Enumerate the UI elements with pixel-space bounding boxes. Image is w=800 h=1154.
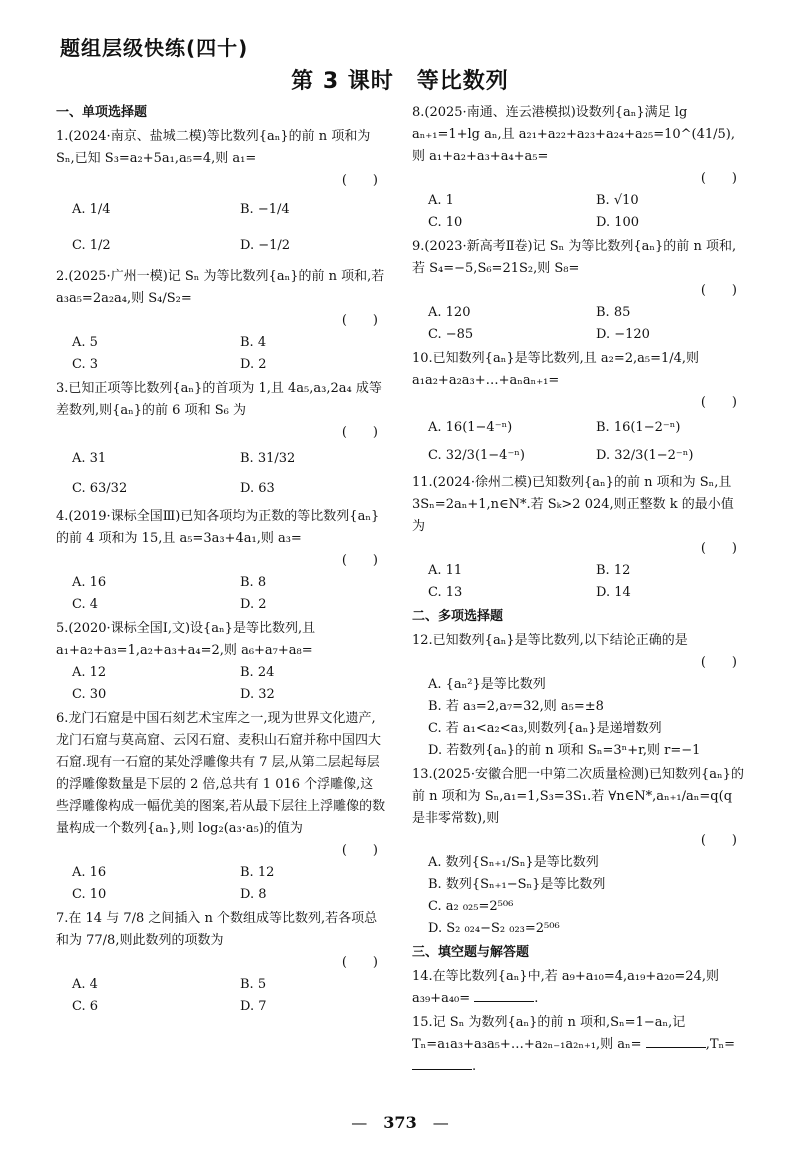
question-text: 3.已知正项等比数列{aₙ}的首项为 1,且 4a₅,a₃,2a₄ 成等差数列,则{aₙ}的前 6 项和 S₆ 为	[56, 381, 382, 418]
question-text: 4.(2019·课标全国Ⅲ)已知各项均为正数的等比数列{aₙ}的前 4 项和为 15,且 a₅=3a₃+4a₁,则 a₃=	[56, 509, 380, 546]
page-header-title: 题组层级快练(四十)	[60, 36, 249, 60]
question-7	[56, 908, 386, 1018]
options	[412, 560, 745, 604]
option-b: B. 16(1−2⁻ⁿ)	[596, 420, 681, 435]
option-b: B. 12	[596, 563, 631, 578]
option-b: B. 85	[596, 305, 631, 320]
question-6	[56, 708, 386, 906]
question-text: 13.(2025·安徽合肥一中第二次质量检测)已知数列{aₙ}的前 n 项和为 Sₙ,a₁=1,S₃=3S₁.若 ∀n∈N*,aₙ₊₁/aₙ=q(q 是非零常数),则	[412, 767, 744, 826]
option-d: D. 8	[240, 887, 267, 902]
question-8	[412, 102, 745, 234]
option-b: B. −1/4	[240, 202, 290, 217]
option-d: D. 63	[240, 481, 275, 496]
option-a: A. 4	[72, 977, 98, 992]
option-d: D. −120	[596, 327, 650, 342]
option-a: A. 1/4	[72, 202, 111, 217]
section-heading-fill-in: 三、填空题与解答题	[412, 945, 530, 960]
option-c: C. 13	[428, 585, 463, 600]
question-text: 7.在 14 与 7/8 之间插入 n 个数组成等比数列,若各项总和为 77/8,则此数列的项数为	[56, 911, 378, 948]
answer-paren: ( )	[700, 283, 737, 298]
question-text: 14.在等比数列{aₙ}中,若 a₉+a₁₀=4,a₁₉+a₂₀=24,则 a₃₉+a₄₀=	[412, 969, 719, 1006]
option-a: A. {aₙ²}是等比数列	[428, 677, 546, 692]
option-a: A. 120	[428, 305, 471, 320]
answer-paren: ( )	[700, 171, 737, 186]
option-d: D. 2	[240, 597, 267, 612]
answer-blank[interactable]	[474, 1001, 534, 1002]
options	[56, 662, 386, 706]
options	[56, 332, 386, 376]
section-heading-single-choice: 一、单项选择题	[56, 105, 148, 120]
question-text: 12.已知数列{aₙ}是等比数列,以下结论正确的是	[412, 633, 688, 648]
question-text: 10.已知数列{aₙ}是等比数列,且 a₂=2,a₅=1/4,则 a₁a₂+a₂a₃+…+aₙaₙ₊₁=	[412, 351, 700, 388]
answer-paren: ( )	[700, 833, 737, 848]
option-d: D. 14	[596, 585, 631, 600]
option-c: C. 若 a₁<a₂<a₃,则数列{aₙ}是递增数列	[428, 721, 662, 736]
options	[56, 444, 386, 504]
option-b: B. 8	[240, 575, 267, 590]
options	[56, 192, 386, 264]
option-c: C. a₂ ₀₂₅=2⁵⁰⁶	[428, 899, 514, 914]
question-1	[56, 126, 386, 264]
dash-right: —	[416, 1113, 449, 1132]
page-number-value: 373	[383, 1113, 417, 1132]
option-a: A. 数列{Sₙ₊₁/Sₙ}是等比数列	[428, 855, 599, 870]
question-text: 5.(2020·课标全国Ⅰ,文)设{aₙ}是等比数列,且 a₁+a₂+a₃=1,a₂+a₃+a₄=2,则 a₆+a₇+a₈=	[56, 621, 316, 658]
option-c: C. 10	[72, 887, 107, 902]
question-text: 6.龙门石窟是中国石刻艺术宝库之一,现为世界文化遗产,龙门石窟与莫高窟、云冈石窟、麦积山石窟并称中国四大石窟.现有一石窟的某处浮雕像共有 7 层,从第二层起每层的浮雕像数量是下层的 2 倍,总共有 1 016 个浮雕像,这些浮雕像构成一幅优美的图案,若从最下层往上浮雕像的数量构成一个数列{aₙ},则 log₂(a₃·a₅)的值为	[56, 711, 386, 836]
option-c: C. 6	[72, 999, 99, 1014]
option-b: B. √10	[596, 193, 639, 208]
option-c: C. 32/3(1−4⁻ⁿ)	[428, 448, 526, 463]
answer-paren: ( )	[700, 541, 737, 556]
answer-blank-tn[interactable]	[412, 1069, 472, 1070]
answer-paren: ( )	[341, 425, 378, 440]
right-column	[412, 100, 745, 1078]
answer-blank-an[interactable]	[646, 1047, 706, 1048]
option-d: D. S₂ ₀₂₄−S₂ ₀₂₃=2⁵⁰⁶	[428, 921, 560, 936]
option-d: D. 若数列{aₙ}的前 n 项和 Sₙ=3ⁿ+r,则 r=−1	[428, 743, 701, 758]
dash-left: —	[351, 1113, 384, 1132]
option-a: A. 11	[428, 563, 463, 578]
option-a: A. 1	[428, 193, 454, 208]
option-a: A. 31	[72, 451, 107, 466]
answer-paren: ( )	[341, 173, 378, 188]
question-2	[56, 266, 386, 376]
option-b: B. 数列{Sₙ₊₁−Sₙ}是等比数列	[428, 877, 606, 892]
options	[56, 572, 386, 616]
option-c: C. 63/32	[72, 481, 128, 496]
option-c: C. 10	[428, 215, 463, 230]
options	[56, 862, 386, 906]
option-b: B. 24	[240, 665, 275, 680]
option-a: A. 16	[72, 575, 107, 590]
option-b: B. 若 a₃=2,a₇=32,则 a₅=±8	[428, 699, 604, 714]
question-14: 14.在等比数列{aₙ}中,若 a₉+a₁₀=4,a₁₉+a₂₀=24,则 a₃₉+a₄₀= .	[412, 969, 719, 1006]
question-text: 1.(2024·南京、盐城二模)等比数列{aₙ}的前 n 项和为 Sₙ,已知 S₃=a₂+5a₁,a₅=4,则 a₁=	[56, 129, 371, 166]
question-10	[412, 348, 745, 470]
question-text: 2.(2025·广州一模)记 Sₙ 为等比数列{aₙ}的前 n 项和,若 a₃a₅=2a₂a₄,则 S₄/S₂=	[56, 269, 385, 306]
options	[412, 190, 745, 234]
option-c: C. 4	[72, 597, 99, 612]
answer-paren: ( )	[341, 553, 378, 568]
answer-paren: ( )	[341, 843, 378, 858]
lesson-title: 第 3 课时 等比数列	[291, 69, 509, 94]
option-d: D. 32/3(1−2⁻ⁿ)	[596, 448, 694, 463]
option-c: C. −85	[428, 327, 474, 342]
option-d: D. −1/2	[240, 238, 291, 253]
answer-paren: ( )	[700, 655, 737, 670]
option-a: A. 16(1−4⁻ⁿ)	[428, 420, 513, 435]
question-text: 9.(2023·新高考Ⅱ卷)记 Sₙ 为等比数列{aₙ}的前 n 项和,若 S₄=−5,S₆=21S₂,则 S₈=	[412, 239, 737, 276]
question-9	[412, 236, 745, 346]
answer-paren: ( )	[341, 955, 378, 970]
option-d: D. 32	[240, 687, 275, 702]
option-a: A. 12	[72, 665, 107, 680]
question-3	[56, 378, 386, 504]
question-4	[56, 506, 386, 616]
options	[56, 974, 386, 1018]
option-b: B. 31/32	[240, 451, 296, 466]
question-text-tail: ,Tₙ=	[705, 1037, 736, 1052]
question-5	[56, 618, 386, 706]
options	[412, 414, 745, 470]
option-a: A. 16	[72, 865, 107, 880]
option-c: C. 30	[72, 687, 107, 702]
question-11	[412, 472, 745, 604]
section-heading-multiple-choice: 二、多项选择题	[412, 609, 504, 624]
options	[412, 302, 745, 346]
question-13	[412, 764, 745, 940]
question-text: 8.(2025·南通、连云港模拟)设数列{aₙ}满足 lg aₙ₊₁=1+lg aₙ,且 a₂₁+a₂₂+a₂₃+a₂₄+a₂₅=10^(41/5),则 a₁+a₂+a₃+a₄+a₅=	[412, 105, 735, 164]
option-d: D. 2	[240, 357, 267, 372]
left-column	[56, 100, 386, 1018]
option-d: D. 7	[240, 999, 267, 1014]
option-c: C. 1/2	[72, 238, 111, 253]
option-b: B. 4	[240, 335, 267, 350]
option-c: C. 3	[72, 357, 99, 372]
option-a: A. 5	[72, 335, 98, 350]
question-12	[412, 630, 745, 762]
question-text: 11.(2024·徐州二模)已知数列{aₙ}的前 n 项和为 Sₙ,且 3Sₙ=2aₙ+1,n∈N*.若 Sₖ>2 024,则正整数 k 的最小值为	[412, 475, 734, 534]
question-text: 15.记 Sₙ 为数列{aₙ}的前 n 项和,Sₙ=1−aₙ,记 Tₙ=a₁a₃+a₃a₅+…+a₂ₙ₋₁a₂ₙ₊₁,则 aₙ=	[412, 1015, 686, 1052]
option-b: B. 5	[240, 977, 267, 992]
answer-paren: ( )	[700, 395, 737, 410]
option-d: D. 100	[596, 215, 640, 230]
page-number	[0, 1110, 800, 1133]
question-15: 15.记 Sₙ 为数列{aₙ}的前 n 项和,Sₙ=1−aₙ,记 Tₙ=a₁a₃+a₃a₅+…+a₂ₙ₋₁a₂ₙ₊₁,则 aₙ= ,Tₙ=.	[412, 1015, 736, 1074]
answer-paren: ( )	[341, 313, 378, 328]
option-b: B. 12	[240, 865, 275, 880]
